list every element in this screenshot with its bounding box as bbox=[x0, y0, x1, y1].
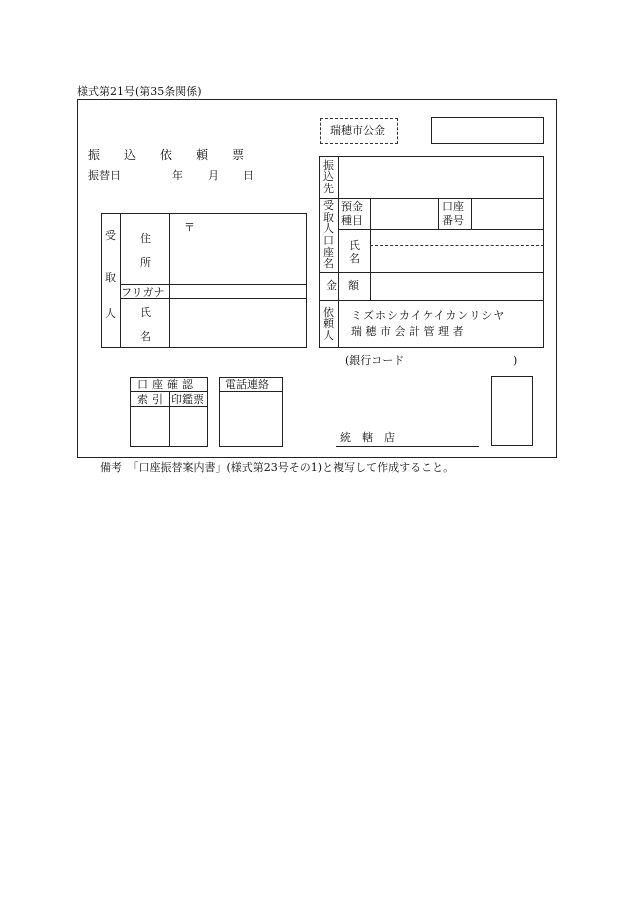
date-year-label: 年 bbox=[172, 169, 183, 182]
remark: 備考 「口座振替案内書」(様式第23号その1)と複写して作成すること。 bbox=[100, 461, 455, 474]
holder-label-4: 口 bbox=[323, 234, 334, 247]
requester-label-2: 頼 bbox=[323, 317, 334, 331]
holder-label-3: 人 bbox=[323, 222, 334, 236]
name-label-2: 名 bbox=[140, 330, 151, 343]
holder-label-6: 名 bbox=[323, 257, 334, 271]
form-title: 振 込 依 頼 票 bbox=[88, 148, 245, 162]
account-confirm-header: 口座確認 bbox=[137, 378, 197, 391]
destination-label-3: 先 bbox=[323, 181, 334, 195]
blank-stamp-box bbox=[431, 117, 544, 144]
requester-label-1: 依 bbox=[323, 305, 334, 319]
holder-name-label-1: 氏 bbox=[349, 239, 360, 252]
name-label-1: 氏 bbox=[140, 306, 151, 319]
amount-label: 金 額 bbox=[326, 279, 359, 292]
bank-code-label: (銀行コード bbox=[345, 354, 405, 367]
public-fund-label: 瑞穂市公金 bbox=[330, 124, 385, 137]
transfer-date-label: 振替日 bbox=[88, 169, 121, 182]
holder-label-1: 受 bbox=[323, 199, 334, 213]
bank-code-close: ) bbox=[513, 354, 518, 367]
recipient-label-3: 人 bbox=[105, 307, 116, 320]
account-number-label-2: 番号 bbox=[442, 214, 464, 227]
holder-label-5: 座 bbox=[323, 245, 334, 259]
branch-underline bbox=[336, 446, 479, 447]
index-label: 索引 bbox=[137, 393, 167, 406]
postal-mark: 〒 bbox=[184, 221, 195, 234]
date-month-label: 月 bbox=[208, 169, 219, 182]
form-number: 様式第21号(第35条関係) bbox=[77, 85, 202, 98]
deposit-type-label-2: 種目 bbox=[341, 214, 363, 227]
destination-label-1: 振 bbox=[323, 158, 334, 172]
holder-label-2: 取 bbox=[323, 210, 334, 224]
account-number-label-1: 口座 bbox=[442, 200, 464, 213]
requester-label-3: 人 bbox=[323, 328, 334, 342]
recipient-label-2: 取 bbox=[105, 271, 116, 284]
furigana-label: フリガナ bbox=[121, 286, 165, 299]
address-label-2: 所 bbox=[140, 256, 151, 269]
branch-stamp-box bbox=[491, 376, 533, 446]
holder-name-label-2: 名 bbox=[349, 252, 360, 265]
seal-card-label: 印鑑票 bbox=[171, 393, 204, 406]
destination-label-2: 込 bbox=[323, 170, 334, 184]
deposit-type-label-1: 預金 bbox=[341, 200, 363, 213]
recipient-label-1: 受 bbox=[105, 229, 116, 242]
address-label-1: 住 bbox=[140, 232, 151, 245]
branch-label: 統 轄 店 bbox=[340, 431, 395, 444]
date-day-label: 日 bbox=[243, 169, 254, 182]
phone-contact-label: 電話連絡 bbox=[225, 378, 269, 391]
requester-kana: ミズホシカイケイカンリシヤ bbox=[351, 309, 506, 322]
requester-name: 瑞 穂 市 会 計 管 理 者 bbox=[351, 325, 464, 338]
